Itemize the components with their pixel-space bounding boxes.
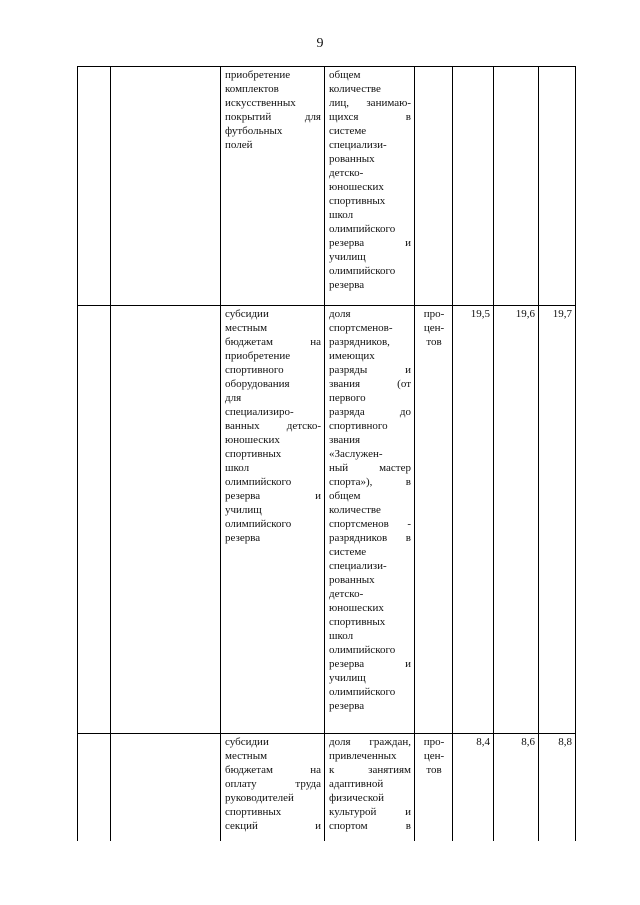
cell-value-1: 19,5 — [453, 306, 494, 734]
measure-line: спортивных — [225, 448, 282, 460]
measure-line: субсидии — [225, 736, 269, 748]
indicator-line: резерва — [329, 700, 365, 712]
measure-line: оплату труда — [225, 778, 321, 790]
unit-line: цен- — [423, 322, 445, 334]
measure-line: субсидии — [225, 308, 269, 320]
indicator-line: общем — [329, 490, 361, 502]
cell-value-1: 8,4 — [453, 734, 494, 841]
cell-measure — [221, 67, 325, 306]
cell-number — [78, 67, 111, 306]
indicator-line: рованных — [329, 153, 375, 165]
indicator-line: олимпийского — [329, 644, 396, 656]
measure-line: олимпийского — [225, 476, 292, 488]
indicator-line: школ — [329, 209, 354, 221]
cell-unit — [415, 306, 453, 734]
indicator-line: ный мастер — [329, 462, 411, 474]
unit-line: тов — [426, 336, 442, 348]
measure-line: руководителей — [225, 792, 294, 804]
indicator-line: разряды и — [329, 364, 411, 376]
indicator-line: спортом в — [329, 820, 411, 832]
cell-program-name — [111, 734, 221, 841]
indicator-line: спорта»), в — [329, 476, 411, 488]
measure-line: специализиро- — [225, 406, 294, 418]
indicator-line: резерва и — [329, 658, 411, 670]
indicator-line: школ — [329, 630, 354, 642]
measure-line: искусственных — [225, 97, 296, 109]
unit-line: тов — [426, 764, 442, 776]
indicator-line: олимпийского — [329, 686, 396, 698]
cell-number — [78, 306, 111, 734]
measure-line: бюджетам на — [225, 336, 321, 348]
unit-line: цен- — [423, 750, 445, 762]
measure-line: секций и — [225, 820, 321, 832]
measure-line: местным — [225, 322, 268, 334]
unit-line: про- — [423, 308, 445, 320]
indicator-line: спортсменов- — [329, 322, 393, 334]
table-row — [78, 67, 576, 306]
cell-value-2 — [494, 67, 539, 306]
indicator-line: училищ — [329, 251, 366, 263]
cell-program-name — [111, 67, 221, 306]
measure-line: резерва и — [225, 490, 321, 502]
measure-line: полей — [225, 139, 253, 151]
cell-indicator — [325, 306, 415, 734]
measure-line: для — [225, 392, 242, 404]
indicator-line: училищ — [329, 672, 366, 684]
indicator-line: специализи- — [329, 139, 387, 151]
measure-line: оборудования — [225, 378, 290, 390]
measure-line: бюджетам на — [225, 764, 321, 776]
indicator-line: олимпийского — [329, 265, 396, 277]
cell-unit — [415, 734, 453, 841]
indicator-line: разрядников, — [329, 336, 390, 348]
measure-line: приобретение — [225, 69, 291, 81]
measure-line: ванных детско- — [225, 420, 321, 432]
measure-line: футбольных — [225, 125, 283, 137]
indicator-line: системе — [329, 125, 367, 137]
indicator-line: первого — [329, 392, 366, 404]
cell-value-1 — [453, 67, 494, 306]
indicator-line: спортивных — [329, 616, 386, 628]
indicator-line: звания — [329, 434, 361, 446]
cell-indicator — [325, 67, 415, 306]
indicator-line: резерва — [329, 279, 365, 291]
indicator-line: звания (от — [329, 378, 411, 390]
indicator-line: олимпийского — [329, 223, 396, 235]
measure-line: училищ — [225, 504, 262, 516]
indicator-line: юношеских — [329, 181, 384, 193]
indicator-line: «Заслужен- — [329, 448, 383, 460]
measure-line: комплектов — [225, 83, 279, 95]
cell-value-3: 19,7 — [539, 306, 576, 734]
unit-line: про- — [423, 736, 445, 748]
cell-measure — [221, 306, 325, 734]
cell-value-2: 19,6 — [494, 306, 539, 734]
page-number: 9 — [316, 36, 324, 51]
program-table — [77, 66, 576, 841]
indicator-line: разрядников в — [329, 532, 411, 544]
indicator-line: имеющих — [329, 350, 375, 362]
cell-value-3 — [539, 67, 576, 306]
indicator-line: детско- — [329, 588, 364, 600]
indicator-line: спортивных — [329, 195, 386, 207]
cell-number — [78, 734, 111, 841]
indicator-line: физической — [329, 792, 384, 804]
indicator-line: лиц, занимаю- — [329, 97, 411, 109]
indicator-line: рованных — [329, 574, 375, 586]
indicator-line: доля граждан, — [329, 736, 411, 748]
measure-line: юношеских — [225, 434, 280, 446]
indicator-line: привлеченных — [329, 750, 397, 762]
indicator-line: спортивного — [329, 420, 388, 432]
indicator-line: общем — [329, 69, 361, 81]
table-row — [78, 734, 576, 841]
indicator-line: к занятиям — [329, 764, 411, 776]
indicator-line: разряда до — [329, 406, 411, 418]
indicator-line: адаптивной — [329, 778, 384, 790]
measure-line: спортивного — [225, 364, 284, 376]
measure-line: резерва — [225, 532, 261, 544]
indicator-line: количестве — [329, 83, 381, 95]
table-row — [78, 306, 576, 734]
indicator-line: щихся в — [329, 111, 411, 123]
cell-unit — [415, 67, 453, 306]
cell-value-2: 8,6 — [494, 734, 539, 841]
measure-line: покрытий для — [225, 111, 321, 123]
cell-value-3: 8,8 — [539, 734, 576, 841]
cell-measure — [221, 734, 325, 841]
indicator-line: специализи- — [329, 560, 387, 572]
measure-line: олимпийского — [225, 518, 292, 530]
indicator-line: культурой и — [329, 806, 411, 818]
measure-line: местным — [225, 750, 268, 762]
indicator-line: юношеских — [329, 602, 384, 614]
measure-line: приобретение — [225, 350, 291, 362]
measure-line: школ — [225, 462, 250, 474]
indicator-line: спортсменов - — [329, 518, 411, 530]
cell-indicator — [325, 734, 415, 841]
indicator-line: резерва и — [329, 237, 411, 249]
indicator-line: детско- — [329, 167, 364, 179]
indicator-line: количестве — [329, 504, 381, 516]
indicator-line: системе — [329, 546, 367, 558]
measure-line: спортивных — [225, 806, 282, 818]
indicator-line: доля — [329, 308, 351, 320]
cell-program-name — [111, 306, 221, 734]
